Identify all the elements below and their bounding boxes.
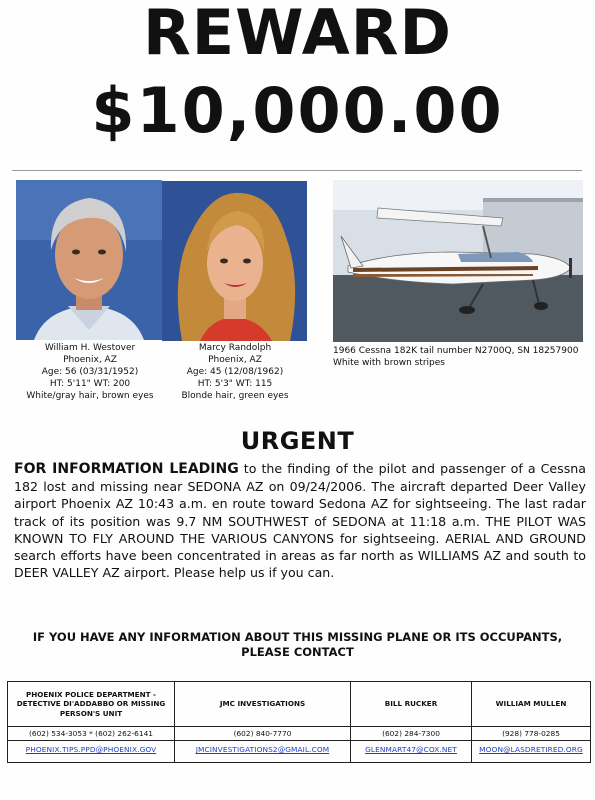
contact-column-william-mullen: [471, 682, 590, 762]
reward-amount: $10,000.00: [91, 74, 504, 147]
person-age: Age: 45 (12/08/1962): [186, 367, 284, 377]
person-height-weight: HT: 5'3" WT: 115: [197, 379, 273, 389]
aircraft-details: 1966 Cessna 182K tail number N2700Q, SN 18257900: [333, 346, 579, 356]
person-name: William H. Westover: [44, 343, 136, 353]
caption-marcy-randolph: [165, 342, 305, 402]
contact-heading: [0, 630, 595, 660]
contact-name: BILL RUCKER: [384, 699, 438, 709]
contact-heading-line2: PLEASE CONTACT: [241, 645, 354, 659]
person-city: Phoenix, AZ: [63, 355, 117, 365]
contact-name: JMC INVESTIGATIONS: [219, 699, 306, 709]
contact-name: WILLIAM MULLEN: [495, 699, 567, 709]
contact-email-link[interactable]: JMCINVESTIGATIONS2@GMAIL.COM: [175, 740, 350, 762]
contact-name: PHOENIX POLICE DEPARTMENT - DETECTIVE DI'ADDABBO OR MISSING PERSON'S UNIT: [16, 689, 166, 718]
person-height-weight: HT: 5'11" WT: 200: [49, 379, 131, 389]
person-description: White/gray hair, brown eyes: [26, 391, 154, 401]
photo-marcy-randolph: [162, 181, 307, 341]
contact-phone: (602) 284-7300: [351, 726, 471, 740]
caption-aircraft: [333, 345, 588, 369]
reward-title: REWARD: [143, 0, 452, 69]
incident-body: to the finding of the pilot and passenger of a Cessna 182 lost and missing near SEDONA AZ on 09/24/2006. The aircraft departed Deer Valley airport Phoenix AZ 10:43 a.m. en route toward Sedona AZ for sightseeing. The last radar track of its position was 9.7 NM SOUTHWEST of SEDONA at 11:18 a.m. THE PILOT WAS KNOWN TO FLY AROUND THE VARIOUS CANYONS for sightseeing. AERIAL AND GROUND search efforts have been concentrated in areas as far north as WILLIAMS AZ and south to DEER VALLEY AZ airport. Please help us if you can.: [14, 461, 586, 581]
contact-phone: (928) 778-0285: [472, 726, 590, 740]
caption-william-westover: [10, 342, 170, 402]
contact-table: [7, 681, 591, 763]
contact-heading-line1: IF YOU HAVE ANY INFORMATION ABOUT THIS MISSING PLANE OR ITS OCCUPANTS,: [32, 630, 563, 644]
urgent-heading: URGENT: [240, 427, 355, 455]
contact-email-link[interactable]: PHOENIX.TIPS.PPD@PHOENIX.GOV: [8, 740, 174, 762]
contact-email-link[interactable]: MOON@LASDRETIRED.ORG: [472, 740, 590, 762]
incident-description: [14, 460, 586, 581]
contact-phone: (602) 840-7770: [175, 726, 350, 740]
contact-email-link[interactable]: GLENMART47@COX.NET: [351, 740, 471, 762]
person-description: Blonde hair, green eyes: [181, 391, 289, 401]
contact-column-phoenix-police: [8, 682, 174, 762]
contact-phone: (602) 534-3053 * (602) 262-6141: [8, 726, 174, 740]
photo-cessna-aircraft: [333, 180, 583, 342]
person-city: Phoenix, AZ: [208, 355, 262, 365]
photo-william-westover: [16, 180, 162, 340]
header-divider: [12, 170, 582, 171]
person-age: Age: 56 (03/31/1952): [41, 367, 139, 377]
person-name: Marcy Randolph: [198, 343, 272, 353]
contact-column-jmc-investigations: [174, 682, 350, 762]
aircraft-colors: White with brown stripes: [333, 358, 445, 368]
lead-phrase: FOR INFORMATION LEADING: [14, 461, 239, 477]
contact-column-bill-rucker: [350, 682, 471, 762]
